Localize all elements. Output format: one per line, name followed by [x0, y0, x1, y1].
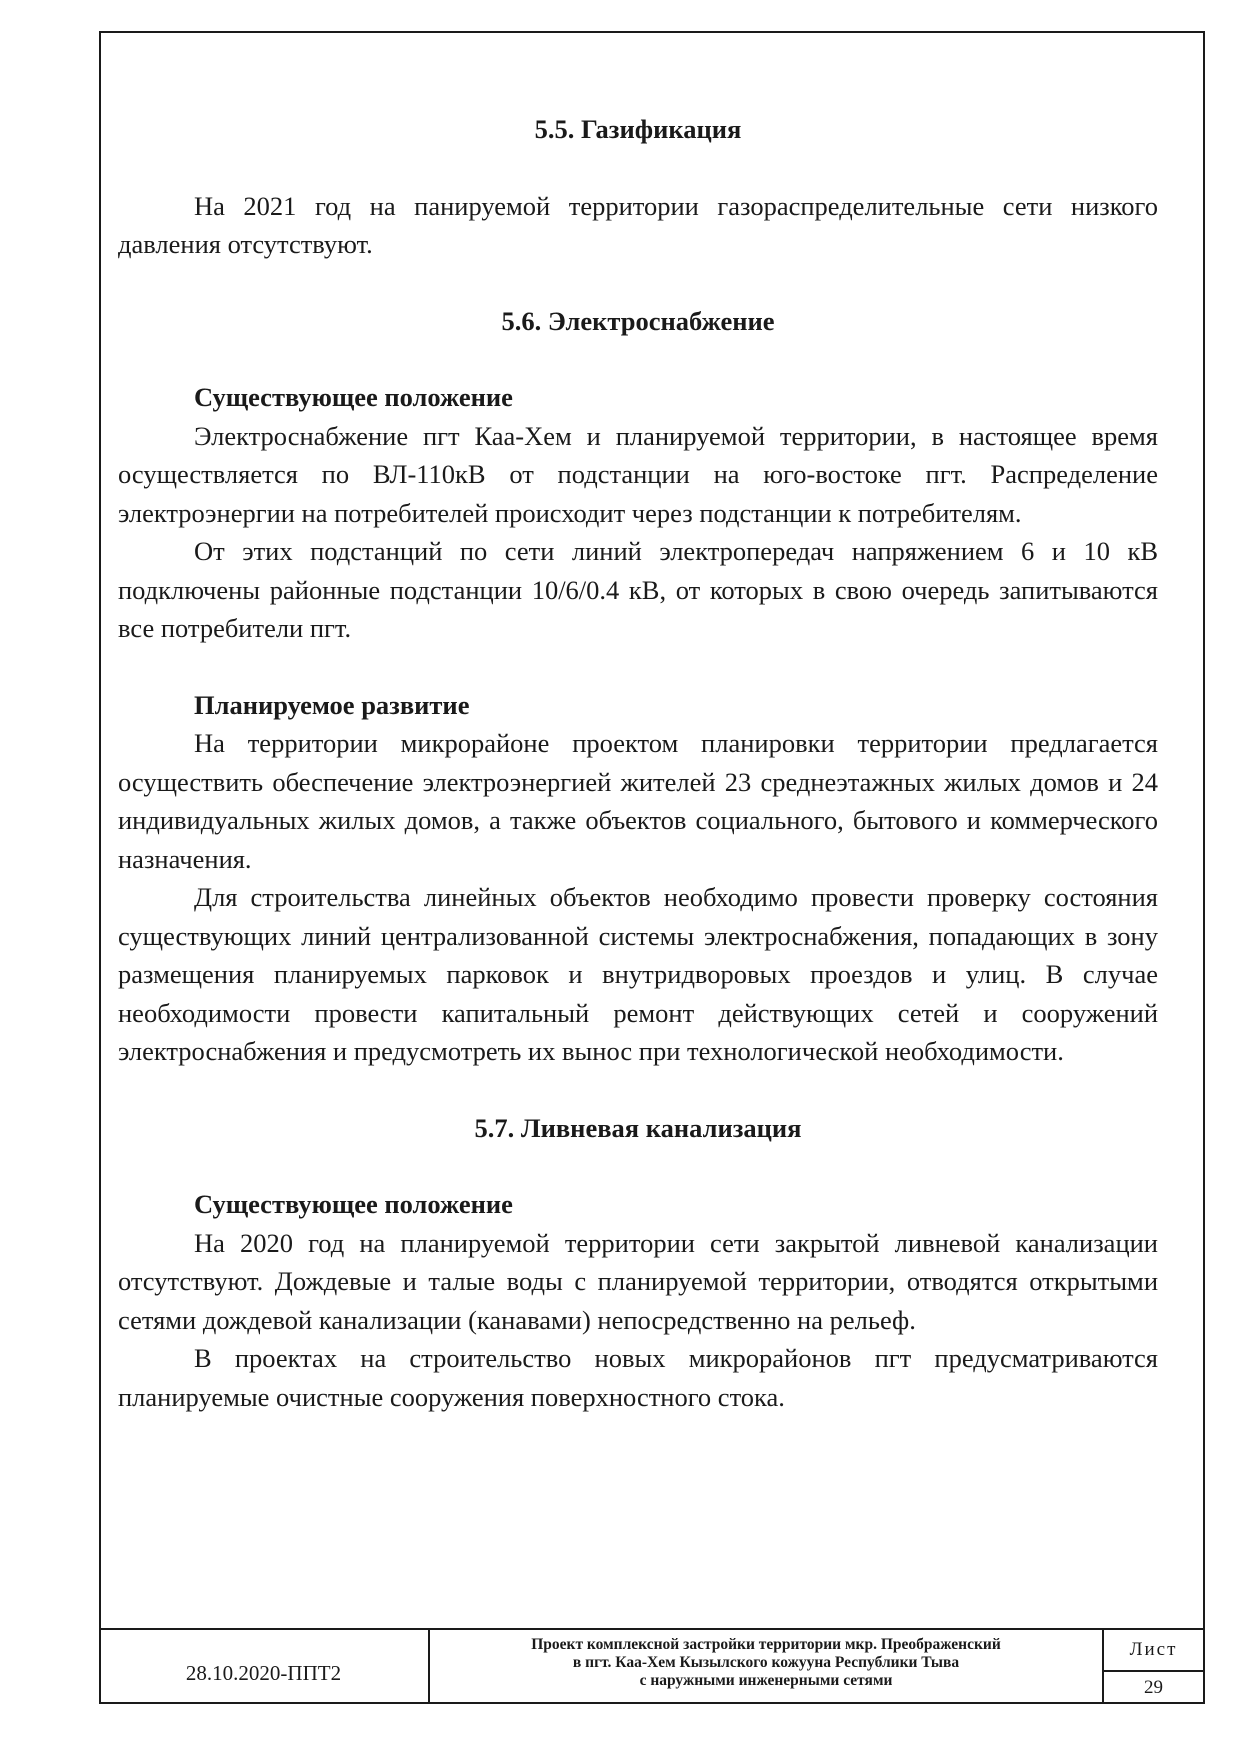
storm-existing-paragraph-2: В проектах на строительство новых микрорайонов пгт предусматриваются планируемые очистные сооружения поверхностного стока.	[118, 1343, 1158, 1412]
project-title-line-3: с наружными инженерными сетями	[639, 1672, 893, 1689]
project-title	[430, 1630, 1104, 1704]
project-title-line-2: в пгт. Каа-Хем Кызылского кожууна Республики Тыва	[572, 1654, 960, 1671]
document-body	[118, 110, 1158, 1416]
storm-existing-heading: Существующее положение	[194, 1189, 513, 1219]
section-title-storm-sewer: 5.7. Ливневая канализация	[474, 1112, 802, 1143]
sheet-cell	[1104, 1630, 1203, 1704]
power-existing-paragraph-2: От этих подстанций по сети линий электропередач напряжением 6 и 10 кВ подключены районные подстанции 10/6/0.4 кВ, от которых в свою очередь запитываются все потребители пгт.	[118, 536, 1158, 643]
title-block	[99, 1628, 1205, 1704]
document-code: 28.10.2020-ППТ2	[99, 1630, 430, 1704]
gasification-paragraph: На 2021 год на панируемой территории газораспределительные сети низкого давления отсутствуют.	[118, 190, 1158, 259]
power-planned-heading: Планируемое развитие	[194, 689, 470, 720]
section-title-gasification: 5.5. Газификация	[534, 114, 742, 144]
sheet-label: Лист	[1104, 1630, 1203, 1672]
project-title-line-1: Проект комплексной застройки территории мкр. Преображенский	[531, 1636, 1001, 1653]
power-existing-paragraph-1: Электроснабжение пгт Каа-Хем и планируемой территории, в настоящее время осуществляется по ВЛ-110кВ от подстанции на юго-востоке пгт. Распределение электроэнергии на потребителей происходит через подстанции к потребителям.	[118, 420, 1158, 528]
storm-existing-paragraph-1: На 2020 год на планируемой территории сети закрытой ливневой канализации отсутствуют. Дождевые и талые воды с планируемой территории, отводятся открытыми сетями дождевой канализации (канавами) непосредственно на рельеф.	[118, 1227, 1158, 1335]
section-title-power-supply: 5.6. Электроснабжение	[501, 305, 775, 336]
power-planned-paragraph-1: На территории микрорайоне проектом планировки территории предлагается осуществить обеспечение электроэнергией жителей 23 среднеэтажных жилых домов и 24 индивидуальных жилых домов, а также объектов социального, бытового и коммерческого назначения.	[118, 728, 1158, 874]
power-planned-paragraph-2: Для строительства линейных объектов необходимо провести проверку состояния существующих линий централизованной системы электроснабжения, попадающих в зону размещения планируемых парковок и внутридворовых проездов и улиц. В случае необходимости провести капитальный ремонт действующих сетей и сооружений электроснабжения и предусмотреть их вынос при технологической необходимости.	[118, 882, 1158, 1066]
sheet-number: 29	[1144, 1677, 1163, 1698]
power-existing-heading: Существующее положение	[194, 382, 513, 412]
